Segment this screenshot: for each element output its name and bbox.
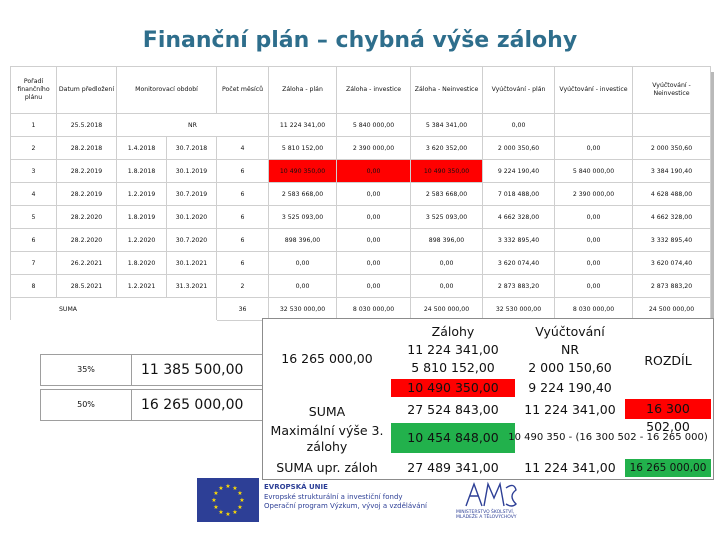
cell-order: 3 — [11, 160, 57, 183]
cell-vyuctovani-investice — [555, 114, 633, 137]
cell-to: 30.1.2020 — [167, 206, 217, 229]
cell-vyuctovani-investice: 0,00 — [555, 137, 633, 160]
vyuctovani-header: Vyúčtování — [535, 324, 605, 339]
cell-vyuctovani-investice: 0,00 — [555, 275, 633, 298]
cell-vyuctovani-neinvestice: 2 873 883,20 — [633, 275, 711, 298]
cell-zaloha-plan-highlight: 10 490 350,00 — [269, 160, 337, 183]
table-header-row — [11, 67, 711, 114]
zalohy-upr: 27 489 341,00 — [407, 460, 499, 475]
sum-label: SUMA — [11, 298, 217, 321]
cell-from: 1.8.2020 — [117, 252, 167, 275]
svg-text:★: ★ — [225, 511, 231, 518]
table-row — [11, 114, 711, 137]
cell-from: 1.8.2018 — [117, 160, 167, 183]
cell-zaloha-plan: 2 583 668,00 — [269, 183, 337, 206]
cell-date: 28.2.2019 — [57, 160, 117, 183]
cell-order: 4 — [11, 183, 57, 206]
header-zaloha-plan: Záloha - plán — [269, 67, 337, 114]
cell-zaloha-plan: 3 525 093,00 — [269, 206, 337, 229]
cell-date: 28.2.2020 — [57, 229, 117, 252]
svg-text:★: ★ — [213, 490, 219, 497]
table-row — [11, 183, 711, 206]
cell-months: 6 — [217, 160, 269, 183]
svg-text:★: ★ — [232, 485, 238, 492]
percent-label: 35% — [41, 355, 132, 385]
cell-zaloha-investice: 0,00 — [337, 275, 411, 298]
cell-from: 1.2.2021 — [117, 275, 167, 298]
cell-months: 6 — [217, 183, 269, 206]
cell-date: 25.5.2018 — [57, 114, 117, 137]
cell-zaloha-plan: 0,00 — [269, 275, 337, 298]
cell-zaloha-investice: 0,00 — [337, 252, 411, 275]
svg-text:★: ★ — [239, 497, 245, 504]
cell-date: 26.2.2021 — [57, 252, 117, 275]
summary-suma-label: SUMA — [308, 404, 346, 419]
cell-to: 30.7.2020 — [167, 229, 217, 252]
header-date: Datum předložení — [57, 67, 117, 114]
svg-text:★: ★ — [211, 497, 217, 504]
cell-to: 30.7.2018 — [167, 137, 217, 160]
vyuctovani-value-3: 9 224 190,40 — [528, 380, 612, 395]
cell-vyuctovani-plan: 3 620 074,40 — [483, 252, 555, 275]
cell-zaloha-plan: 11 224 341,00 — [269, 114, 337, 137]
cell-zaloha-plan: 0,00 — [269, 252, 337, 275]
cell-zaloha-neinvestice: 898 396,00 — [411, 229, 483, 252]
cell-order: 7 — [11, 252, 57, 275]
cell-months: 6 — [217, 229, 269, 252]
rozdil-label: ROZDÍL — [644, 353, 692, 368]
cell-date: 28.2.2020 — [57, 206, 117, 229]
cell-zaloha-investice-highlight: 0,00 — [337, 160, 411, 183]
zalohy-header: Zálohy — [431, 324, 475, 339]
svg-text:★: ★ — [213, 504, 219, 511]
eu-line-2: Evropské strukturální a investiční fondy — [264, 492, 403, 501]
cell-zaloha-neinvestice: 5 384 341,00 — [411, 114, 483, 137]
cell-zaloha-investice: 5 840 000,00 — [337, 114, 411, 137]
svg-text:★: ★ — [218, 485, 224, 492]
cell-zaloha-investice: 0,00 — [337, 229, 411, 252]
cell-zaloha-neinvestice: 3 620 352,00 — [411, 137, 483, 160]
page-title: Finanční plán – chybná výše zálohy — [142, 28, 578, 53]
sum-months: 36 — [217, 298, 269, 321]
header-vyuctovani-neinvestice: Vyúčtování - Neinvestice — [633, 67, 711, 114]
cell-order: 6 — [11, 229, 57, 252]
cell-from: 1.4.2018 — [117, 137, 167, 160]
cell-vyuctovani-neinvestice: 4 662 328,00 — [633, 206, 711, 229]
cell-date: 28.5.2021 — [57, 275, 117, 298]
header-zaloha-investice: Záloha - investice — [337, 67, 411, 114]
cell-vyuctovani-neinvestice: 3 620 074,40 — [633, 252, 711, 275]
cell-from: 1.8.2019 — [117, 206, 167, 229]
zalohy-value-1: 11 224 341,00 — [407, 342, 499, 357]
cell-vyuctovani-investice: 0,00 — [555, 206, 633, 229]
svg-text:★: ★ — [218, 509, 224, 516]
cell-months: 6 — [217, 252, 269, 275]
header-months: Počet měsíců — [217, 67, 269, 114]
cell-to: 30.1.2019 — [167, 160, 217, 183]
vyuctovani-sum: 11 224 341,00 — [524, 402, 616, 417]
cell-order: 5 — [11, 206, 57, 229]
zalohy-value-3: 10 490 350,00 — [407, 380, 499, 395]
table-row — [11, 160, 711, 183]
header-period: Monitorovací období — [117, 67, 217, 114]
header-vyuctovani-investice: Vyúčtování - investice — [555, 67, 633, 114]
zalohy-sum: 27 524 843,00 — [407, 402, 499, 417]
percent-value: 11 385 500,00 — [141, 362, 244, 378]
cell-to: 30.1.2021 — [167, 252, 217, 275]
vyuctovani-formula: 10 490 350 - (16 300 502 - 16 265 000) — [508, 432, 708, 443]
percent-label: 50% — [41, 390, 132, 420]
percent-box-50 — [40, 389, 282, 421]
cell-zaloha-neinvestice: 2 583 668,00 — [411, 183, 483, 206]
rozdil-value: 16 300 502,00 — [646, 401, 690, 434]
cell-zaloha-investice: 2 390 000,00 — [337, 137, 411, 160]
cell-vyuctovani-neinvestice: 4 628 488,00 — [633, 183, 711, 206]
table-row — [11, 275, 711, 298]
cell-zaloha-neinvestice: 3 525 093,00 — [411, 206, 483, 229]
zalohy-max: 10 454 848,00 — [407, 430, 499, 445]
cell-months: 6 — [217, 206, 269, 229]
summary-suma-upr-label: SUMA upr. záloh — [276, 460, 378, 475]
cell-zaloha-investice: 0,00 — [337, 206, 411, 229]
cell-zaloha-neinvestice-highlight: 10 490 350,00 — [411, 160, 483, 183]
cell-vyuctovani-neinvestice: 3 332 895,40 — [633, 229, 711, 252]
cell-zaloha-neinvestice: 0,00 — [411, 252, 483, 275]
svg-text:★: ★ — [225, 483, 231, 490]
financial-plan-table — [10, 66, 711, 321]
percent-box-35 — [40, 354, 282, 386]
sum-vyuctovani-plan: 32 530 000,00 — [483, 298, 555, 321]
cell-vyuctovani-neinvestice — [633, 114, 711, 137]
percent-value: 16 265 000,00 — [141, 397, 244, 413]
eu-text — [264, 483, 427, 512]
svg-text:★: ★ — [237, 504, 243, 511]
cell-vyuctovani-neinvestice: 2 000 350,60 — [633, 137, 711, 160]
cell-order: 2 — [11, 137, 57, 160]
cell-from: 1.2.2020 — [117, 229, 167, 252]
cell-zaloha-neinvestice: 0,00 — [411, 275, 483, 298]
summary-box — [262, 318, 714, 480]
svg-text:★: ★ — [232, 509, 238, 516]
cell-vyuctovani-plan: 2 873 883,20 — [483, 275, 555, 298]
sum-vyuctovani-investice: 8 030 000,00 — [555, 298, 633, 321]
eu-flag-icon — [197, 478, 259, 522]
cell-vyuctovani-investice: 0,00 — [555, 252, 633, 275]
vyuctovani-value-1: NR — [560, 342, 580, 357]
cell-vyuctovani-plan: 7 018 488,00 — [483, 183, 555, 206]
cell-vyuctovani-plan: 4 662 328,00 — [483, 206, 555, 229]
cell-vyuctovani-plan: 2 000 350,60 — [483, 137, 555, 160]
cell-vyuctovani-investice: 0,00 — [555, 229, 633, 252]
cell-order: 1 — [11, 114, 57, 137]
cell-to: 30.7.2019 — [167, 183, 217, 206]
sum-zaloha-neinvestice: 24 500 000,00 — [411, 298, 483, 321]
eu-line-3: Operační program Výzkum, vývoj a vzdělávání — [264, 502, 427, 510]
cell-vyuctovani-investice: 2 390 000,00 — [555, 183, 633, 206]
table-row — [11, 137, 711, 160]
table-row — [11, 206, 711, 229]
cell-vyuctovani-neinvestice: 3 384 190,40 — [633, 160, 711, 183]
sum-vyuctovani-neinvestice: 24 500 000,00 — [633, 298, 711, 321]
sum-zaloha-investice: 8 030 000,00 — [337, 298, 411, 321]
cell-date: 28.2.2018 — [57, 137, 117, 160]
cell-months: 4 — [217, 137, 269, 160]
header-zaloha-neinvestice: Záloha - Neinvestice — [411, 67, 483, 114]
sum-zaloha-plan: 32 530 000,00 — [269, 298, 337, 321]
cell-months: 2 — [217, 275, 269, 298]
cell-from: 1.2.2019 — [117, 183, 167, 206]
cell-nr: NR — [117, 114, 269, 137]
cell-vyuctovani-plan: 9 224 190,40 — [483, 160, 555, 183]
cell-zaloha-plan: 898 396,00 — [269, 229, 337, 252]
svg-text:★: ★ — [237, 490, 243, 497]
cell-vyuctovani-plan: 0,00 — [483, 114, 555, 137]
zalohy-value-2: 5 810 152,00 — [411, 360, 495, 375]
eu-line-1: EVROPSKÁ UNIE — [264, 483, 328, 491]
vyuctovani-value-2: 2 000 150,60 — [528, 360, 612, 375]
cell-date: 28.2.2019 — [57, 183, 117, 206]
table-row — [11, 252, 711, 275]
table-row — [11, 229, 711, 252]
cell-order: 8 — [11, 275, 57, 298]
summary-target-value: 16 265 000,00 — [281, 351, 373, 366]
cell-vyuctovani-investice: 5 840 000,00 — [555, 160, 633, 183]
cell-vyuctovani-plan: 3 332 895,40 — [483, 229, 555, 252]
cell-to: 31.3.2021 — [167, 275, 217, 298]
rozdil-green-value: 16 265 000,00 — [629, 462, 707, 474]
cell-zaloha-plan: 5 810 152,00 — [269, 137, 337, 160]
msmt-text: MINISTERSTVO ŠKOLSTVÍ, MLÁDEŽE A TĚLOVÝCHOVY — [456, 510, 517, 520]
cell-zaloha-investice: 0,00 — [337, 183, 411, 206]
header-order: Pořadí finančního plánu — [11, 67, 57, 114]
summary-max-label: Maximální výše 3. zálohy — [270, 423, 384, 454]
vyuctovani-upr: 11 224 341,00 — [524, 460, 616, 475]
header-vyuctovani-plan: Vyúčtování - plán — [483, 67, 555, 114]
